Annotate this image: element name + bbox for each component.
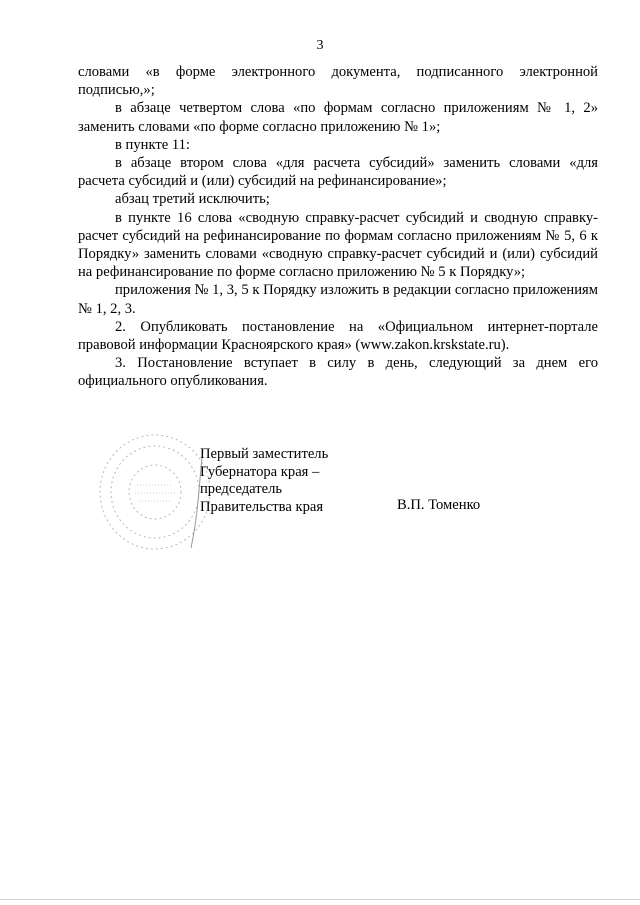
page-number: 3 xyxy=(316,38,324,53)
document-body xyxy=(78,63,598,391)
position-line: Правительства края xyxy=(200,498,324,515)
paragraph: в пункте 11: xyxy=(115,136,190,153)
page-edge xyxy=(0,899,640,900)
paragraph: в абзаце четвертом слова «по формам согласно приложениям № 1, 2» заменить словами «по форме согласно приложению № 1»; xyxy=(78,100,598,135)
paragraph: в абзаце втором слова «для расчета субсидий» заменить словами «для расчета субсидий и (или) субсидий на рефинансирование»; xyxy=(78,155,598,190)
paragraph: 2. Опубликовать постановление на «Официальном интернет-портале правовой информации Красноярского края» (www.zakon.krskstate.ru). xyxy=(78,318,598,354)
signer-position xyxy=(200,446,328,516)
paragraph: абзац третий исключить; xyxy=(115,191,270,208)
signer-name: В.П. Томенко xyxy=(397,497,481,513)
position-line: председатель xyxy=(200,481,283,497)
paragraph: словами «в форме электронного документа, подписанного электронной подписью,»; xyxy=(78,64,598,99)
position-line: Первый заместитель xyxy=(200,446,329,462)
paragraph: в пункте 16 слова «сводную справку-расчет субсидий и сводную справку-расчет субсидий на рефинансирование по формам согласно приложениям № 5, 6 к Порядку» заменить словами «сводную справку-расчет субсидий и (или) субсидий на рефинансирование по форме согласно приложению № 5 к Порядку»; xyxy=(78,209,598,281)
paragraph: приложения № 1, 3, 5 к Порядку изложить в редакции согласно приложениям № 1, 2, 3. xyxy=(78,282,598,317)
position-line: Губернатора края – xyxy=(200,463,320,480)
official-seal-icon xyxy=(95,430,215,555)
paragraph: 3. Постановление вступает в силу в день, следующий за днем его официального опубликования. xyxy=(78,355,598,390)
